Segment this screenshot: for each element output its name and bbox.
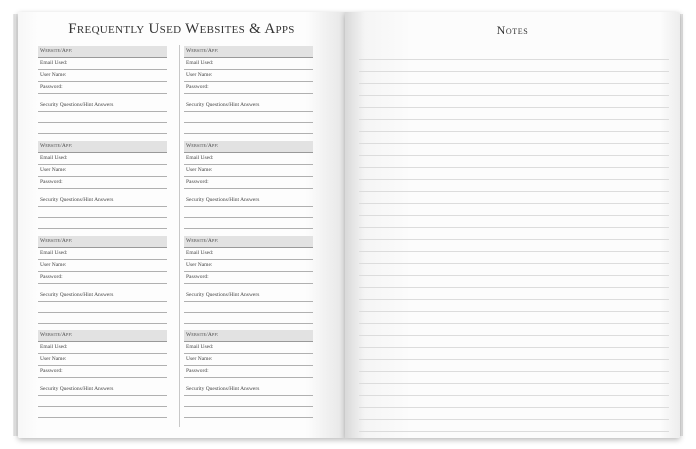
blank-line bbox=[38, 207, 167, 218]
password-label: Password: bbox=[38, 272, 167, 284]
username-label: User Name: bbox=[38, 260, 167, 272]
blank-line bbox=[38, 407, 167, 418]
password-label: Password: bbox=[38, 82, 167, 94]
blank-line bbox=[38, 396, 167, 407]
blank-line bbox=[184, 218, 313, 229]
email-label: Email Used: bbox=[184, 153, 313, 165]
username-label: User Name: bbox=[38, 165, 167, 177]
email-label: Email Used: bbox=[184, 342, 313, 354]
security-label: Security Questions/Hint Answers bbox=[38, 290, 167, 302]
website-label: Website/App: bbox=[38, 236, 167, 248]
left-page bbox=[18, 12, 345, 438]
blank-line bbox=[38, 218, 167, 229]
blank-line bbox=[38, 302, 167, 313]
email-label: Email Used: bbox=[38, 153, 167, 165]
password-label: Password: bbox=[184, 366, 313, 378]
username-label: User Name: bbox=[184, 260, 313, 272]
username-label: User Name: bbox=[38, 70, 167, 82]
notes-lines bbox=[359, 48, 669, 432]
security-label: Security Questions/Hint Answers bbox=[38, 195, 167, 207]
website-label: Website/App: bbox=[38, 141, 167, 153]
security-label: Security Questions/Hint Answers bbox=[184, 195, 313, 207]
entry-block bbox=[184, 236, 313, 324]
blank-line bbox=[184, 396, 313, 407]
entry-block bbox=[184, 46, 313, 134]
blank-line bbox=[184, 407, 313, 418]
entry-block bbox=[38, 330, 167, 418]
email-label: Email Used: bbox=[184, 248, 313, 260]
notes-title: Notes bbox=[496, 23, 529, 37]
website-label: Website/App: bbox=[184, 330, 313, 342]
security-label: Security Questions/Hint Answers bbox=[184, 384, 313, 396]
security-label: Security Questions/Hint Answers bbox=[184, 290, 313, 302]
username-label: User Name: bbox=[38, 354, 167, 366]
website-label: Website/App: bbox=[38, 330, 167, 342]
email-label: Email Used: bbox=[38, 342, 167, 354]
security-label: Security Questions/Hint Answers bbox=[38, 100, 167, 112]
right-page bbox=[345, 12, 680, 438]
blank-line bbox=[184, 123, 313, 134]
username-label: User Name: bbox=[184, 354, 313, 366]
username-label: User Name: bbox=[184, 70, 313, 82]
page-title: Frequently Used Websites & Apps bbox=[68, 21, 295, 37]
blank-line bbox=[38, 112, 167, 123]
security-label: Security Questions/Hint Answers bbox=[38, 384, 167, 396]
blank-line bbox=[184, 207, 313, 218]
website-label: Website/App: bbox=[184, 141, 313, 153]
blank-line bbox=[38, 313, 167, 324]
website-label: Website/App: bbox=[184, 236, 313, 248]
blank-line bbox=[38, 123, 167, 134]
entry-block bbox=[184, 330, 313, 418]
email-label: Email Used: bbox=[38, 58, 167, 70]
password-label: Password: bbox=[184, 82, 313, 94]
security-label: Security Questions/Hint Answers bbox=[184, 100, 313, 112]
entry-block bbox=[38, 236, 167, 324]
blank-line bbox=[184, 112, 313, 123]
entry-block bbox=[38, 141, 167, 229]
entry-block bbox=[184, 141, 313, 229]
password-label: Password: bbox=[184, 177, 313, 189]
password-label: Password: bbox=[184, 272, 313, 284]
password-label: Password: bbox=[38, 366, 167, 378]
password-label: Password: bbox=[38, 177, 167, 189]
blank-line bbox=[184, 313, 313, 324]
blank-line bbox=[184, 302, 313, 313]
column-divider bbox=[179, 45, 180, 427]
website-label: Website/App: bbox=[38, 46, 167, 58]
email-label: Email Used: bbox=[184, 58, 313, 70]
entry-block bbox=[38, 46, 167, 134]
email-label: Email Used: bbox=[38, 248, 167, 260]
username-label: User Name: bbox=[184, 165, 313, 177]
website-label: Website/App: bbox=[184, 46, 313, 58]
